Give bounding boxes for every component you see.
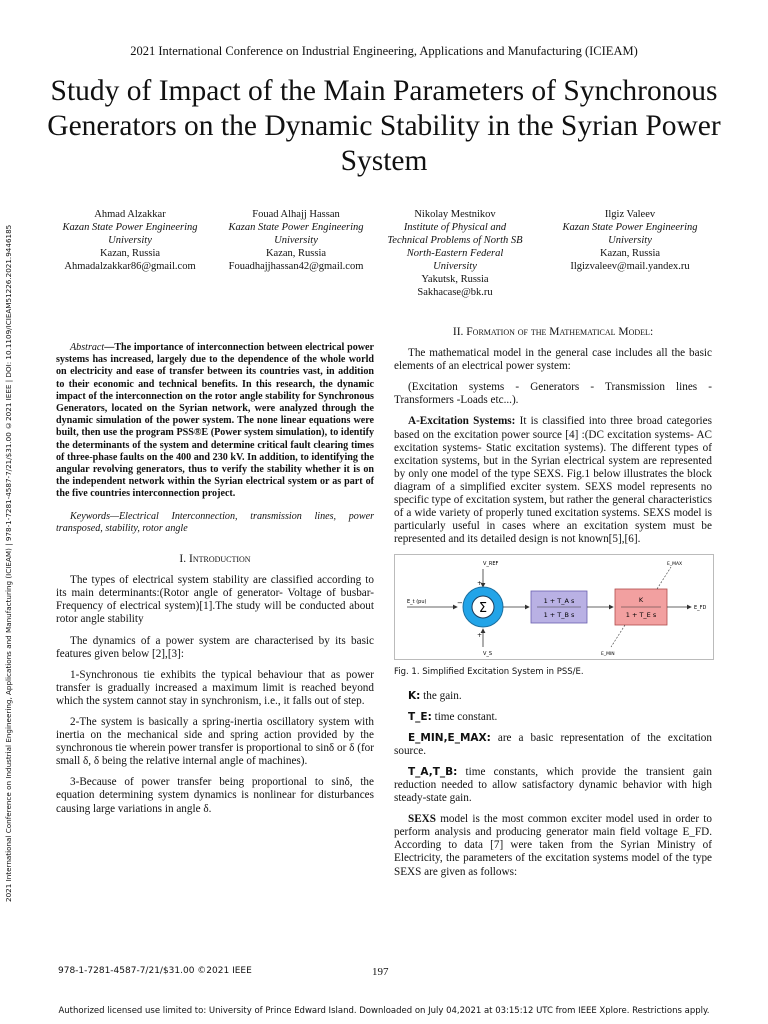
license-notice: Authorized licensed use limited to: University of Prince Edward Island. Downloaded on July 04,2021 at 03:15:12 UTC from IEEE Xplore. Restrictions apply.	[58, 1006, 710, 1016]
author-name: Fouad Alhajj Hassan	[252, 209, 340, 220]
def-emin-emax	[394, 732, 712, 758]
excitation-text: It is classified into three broad categories based on the excitation power source [4] :(DC excitation systems- AC excitation systems- Static excitation systems). The different types of excitation systems, but in the Syrian electrical system are represented by only one model of the type SEXS. Fig.1 below illustrates the block diagram of a simplified exciter system. SEXS model represents no specific type of excitation system, but rather the general characteristics of a wide variety of properly tuned excitation systems. SEXS model is particularly useful in cases where an excitation system must be represented and its detailed design is not known[5],[6].	[394, 415, 712, 546]
vref-label: V_REF	[483, 561, 499, 568]
abstract-label: Abstract	[70, 342, 105, 353]
paper-title: Study of Impact of the Main Parameters of Synchronous Generators on the Dynamic Stability in the Syrian Power System	[47, 75, 721, 177]
footer-isbn: 978-1-7281-4587-7/21/$31.00 ©2021 IEEE	[58, 966, 252, 976]
intro-paragraph-1: The types of electrical system stability are classified according to its main determinants:(Rotor angle of generator- Voltage of busbar- Frequency of electrical system)[1].The study will be conducted about rotor angle stability	[56, 574, 374, 626]
page-number: 197	[372, 966, 389, 978]
plus-bottom: +	[477, 632, 483, 640]
author-city: Kazan, Russia	[99, 248, 161, 259]
plus-top: +	[477, 580, 483, 588]
sum-symbol: Σ	[478, 601, 488, 617]
sexs-text: model is the most common exciter model used in order to perform analysis and producing generator main field voltage E_FD. According to data [7] were taken from the Syrian Ministry of Electricity, the parameters of the excitation systems model of the type SEXS are given as follows:	[394, 813, 712, 878]
block2-denominator: 1 + T_E s	[625, 611, 657, 620]
emax-label: E_MAX	[667, 562, 683, 568]
doi-sidebar: 2021 International Conference on Industrial Engineering, Applications and Manufacturing (ICIEAM) | 978-1-7281-4587-7/21/$31.00 ©2021 IEEE | DOI: 10.1109/ICIEAM51226.2021.9446185	[4, 224, 13, 902]
author-city: Kazan, Russia	[599, 248, 661, 259]
author-4	[550, 208, 710, 273]
def-text: time constants, which provide the transient gain reduction needed to allow satisfactory dynamic behavior with high steady-state gain.	[394, 765, 712, 805]
def-text: are a basic representation of the excitation source.	[394, 731, 712, 757]
abstract	[56, 342, 374, 501]
def-term: E_MIN,E_MAX:	[408, 731, 491, 744]
def-text: the gain.	[420, 689, 462, 702]
input-label: E_t (pu)	[407, 599, 427, 606]
keywords	[56, 511, 374, 535]
intro-paragraph-3: 1-Synchronous tie exhibits the typical behaviour that as power transfer is gradually increased a maximum limit is reached beyond which the system cannot stay in synchronism, i.e., it falls out of step.	[56, 668, 374, 707]
def-term: T_E:	[408, 710, 432, 723]
author-name: Ahmad Alzakkar	[94, 209, 166, 220]
author-1	[54, 208, 206, 273]
def-term: K:	[408, 689, 421, 702]
block1-denominator: 1 + T_B s	[543, 611, 575, 620]
excitation-paragraph	[394, 415, 712, 546]
keywords-label: Keywords	[70, 510, 111, 522]
sexs-heading: SEXS	[408, 813, 436, 826]
right-column	[394, 326, 712, 887]
def-text: time constant.	[431, 710, 498, 723]
intro-paragraph-2: The dynamics of a power system are characterised by its basic features given below [2],[3]:	[56, 634, 374, 660]
intro-paragraph-5: 3-Because of power transfer being proportional to sinδ, the equation determining system dynamics is nonlinear for disturbances causing large variations in angle δ.	[56, 776, 374, 815]
author-2	[220, 208, 372, 273]
conference-header: 2021 International Conference on Industrial Engineering, Applications and Manufacturing (ICIEAM)	[130, 44, 638, 58]
keywords-text: —Electrical Interconnection, transmission lines, power transposed, stability, rotor angle	[56, 510, 374, 534]
output-label: E_FD	[694, 605, 707, 612]
author-city: Yakutsk, Russia	[421, 274, 489, 285]
def-te	[394, 711, 712, 724]
sexs-block-diagram	[394, 554, 714, 660]
vs-label: V_S	[483, 651, 493, 658]
author-affiliation: Institute of Physical and Technical Problems of North SB North-Eastern Federal University	[387, 222, 523, 272]
minus-sign: −	[457, 599, 463, 608]
figure-caption: Fig. 1. Simplified Excitation System in PSS/E.	[394, 667, 584, 678]
author-affiliation: Kazan State Power Engineering University	[228, 222, 364, 246]
author-email: Sakhacase@bk.ru	[417, 287, 493, 298]
author-affiliation: Kazan State Power Engineering University	[562, 222, 698, 246]
excitation-heading: A-Excitation Systems:	[408, 415, 516, 428]
author-email: Ilgizvaleev@mail.yandex.ru	[570, 261, 690, 272]
abstract-text: —The importance of interconnection between electrical power systems has increased, largely due to the dependence of the whole world on electricity and ease of transfer between its countries vast, in addition to their economic and technical benefits. In this research, the dynamic impact of the interconnection on the rotor angle stability for Synchronous Generators, located on the Syrian network, were analyzed through the dynamic simulation of the power system. The none linear equations were built, then use the program PSS®E (Power system simulation), to identify the determinants of the system and determine critical fault clearing times of three-phase faults on the 400 and 230 kV. In addition, to identifying the angular revolving generators, thus to verify the stability whether it is on the independent network within the Syrian electrical system or as part of the five countries interconnection project.	[56, 342, 374, 500]
left-column	[56, 342, 374, 824]
def-ta-tb	[394, 766, 712, 805]
model-paragraph-1: The mathematical model in the general case includes all the basic elements of an electrical power system:	[394, 347, 712, 373]
block1-numerator: 1 + T_A s	[543, 597, 575, 606]
emin-limit-line	[611, 625, 625, 647]
author-email: Fouadhajjhassan42@gmail.com	[228, 261, 364, 272]
emin-label: E_MIN	[601, 652, 615, 658]
section-1-heading: I. Introduction	[179, 553, 251, 566]
author-name: Ilgiz Valeev	[604, 209, 656, 220]
def-k	[394, 690, 712, 703]
model-paragraph-2: (Excitation systems - Generators - Transmission lines - Transformers -Loads etc...).	[394, 381, 712, 407]
sexs-paragraph	[394, 813, 712, 878]
author-city: Kazan, Russia	[265, 248, 327, 259]
author-email: Ahmadalzakkar86@gmail.com	[64, 261, 196, 272]
def-term: T_A,T_B:	[408, 765, 458, 778]
emax-limit-line	[657, 567, 671, 589]
author-3	[385, 208, 525, 299]
block2-numerator: K	[638, 596, 644, 605]
figure-1	[394, 554, 712, 679]
author-affiliation: Kazan State Power Engineering University	[62, 222, 198, 246]
author-name: Nikolay Mestnikov	[414, 209, 496, 220]
intro-paragraph-4: 2-The system is basically a spring-inertia oscillatory system with inertia on the mechanical side and spring action provided by the synchronous tie wherein power transfer is proportional to sinδ or δ (for small δ, δ being the relative internal angle of machines).	[56, 715, 374, 768]
section-2-heading: II. Formation of the Mathematical Model:	[452, 326, 654, 338]
